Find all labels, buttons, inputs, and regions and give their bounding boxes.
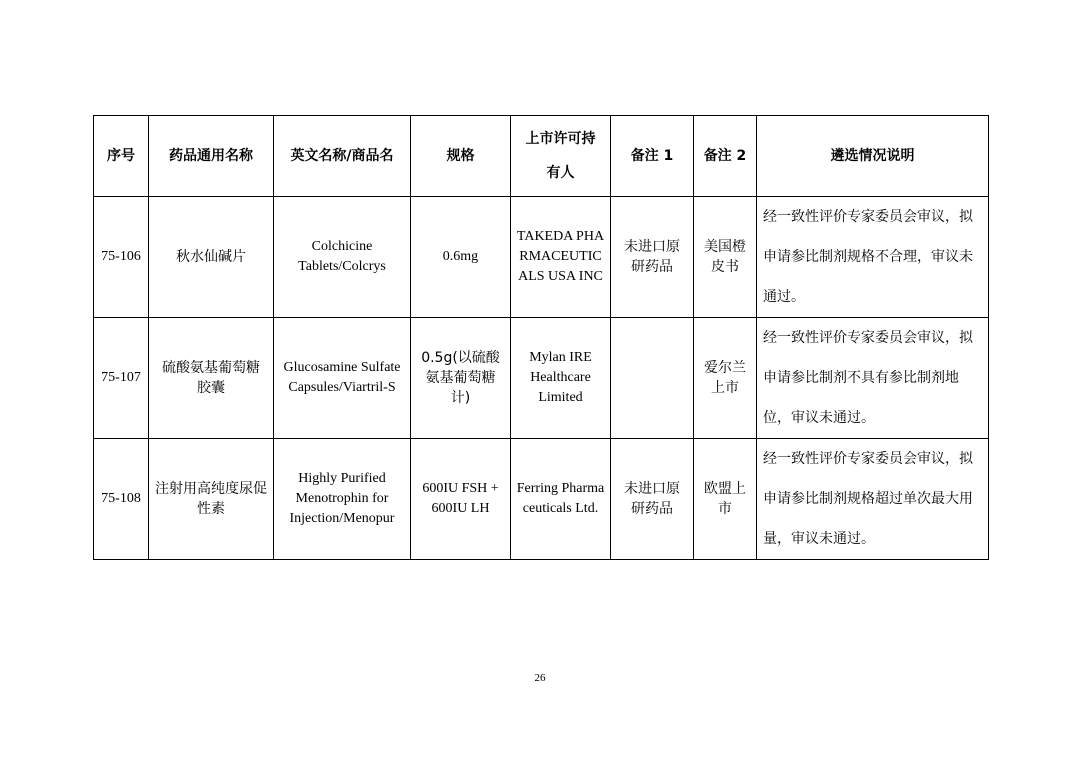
cell-seq: 75-106	[94, 197, 149, 318]
header-seq: 序号	[94, 116, 149, 197]
cell-note1	[611, 318, 694, 439]
cell-generic-name: 硫酸氨基葡萄糖胶囊	[149, 318, 274, 439]
table-row	[94, 318, 989, 439]
header-generic-name: 药品通用名称	[149, 116, 274, 197]
cell-english-name: Colchicine Tablets/Colcrys	[274, 197, 411, 318]
drug-table	[93, 115, 989, 560]
cell-holder: TAKEDA PHARMACEUTICALS USA INC	[511, 197, 611, 318]
cell-note2: 欧盟上市	[694, 439, 757, 560]
cell-spec: 600IU FSH + 600IU LH	[411, 439, 511, 560]
cell-holder: Mylan IRE Healthcare Limited	[511, 318, 611, 439]
cell-holder: Ferring Pharmaceuticals Ltd.	[511, 439, 611, 560]
cell-seq: 75-108	[94, 439, 149, 560]
table-row	[94, 439, 989, 560]
cell-seq: 75-107	[94, 318, 149, 439]
cell-description: 经一致性评价专家委员会审议，拟申请参比制剂规格超过单次最大用量，审议未通过。	[757, 439, 989, 560]
cell-note2: 美国橙皮书	[694, 197, 757, 318]
page-number: 26	[534, 672, 546, 684]
cell-english-name: Glucosamine Sulfate Capsules/Viartril-S	[274, 318, 411, 439]
header-spec: 规格	[411, 116, 511, 197]
table-row	[94, 197, 989, 318]
cell-spec: 0.5g(以硫酸氨基葡萄糖计)	[411, 318, 511, 439]
header-description: 遴选情况说明	[757, 116, 989, 197]
cell-english-name: Highly Purified Menotrophin for Injection/Menopur	[274, 439, 411, 560]
cell-note1: 未进口原研药品	[611, 197, 694, 318]
header-holder: 上市许可持有人	[511, 116, 611, 197]
cell-description: 经一致性评价专家委员会审议，拟申请参比制剂不具有参比制剂地位，审议未通过。	[757, 318, 989, 439]
cell-spec: 0.6mg	[411, 197, 511, 318]
cell-description: 经一致性评价专家委员会审议，拟申请参比制剂规格不合理，审议未通过。	[757, 197, 989, 318]
cell-generic-name: 注射用高纯度尿促性素	[149, 439, 274, 560]
table-header-row	[94, 116, 989, 197]
header-note1: 备注 1	[611, 116, 694, 197]
header-english-name: 英文名称/商品名	[274, 116, 411, 197]
cell-generic-name: 秋水仙碱片	[149, 197, 274, 318]
cell-note1: 未进口原研药品	[611, 439, 694, 560]
header-note2: 备注 2	[694, 116, 757, 197]
cell-note2: 爱尔兰上市	[694, 318, 757, 439]
